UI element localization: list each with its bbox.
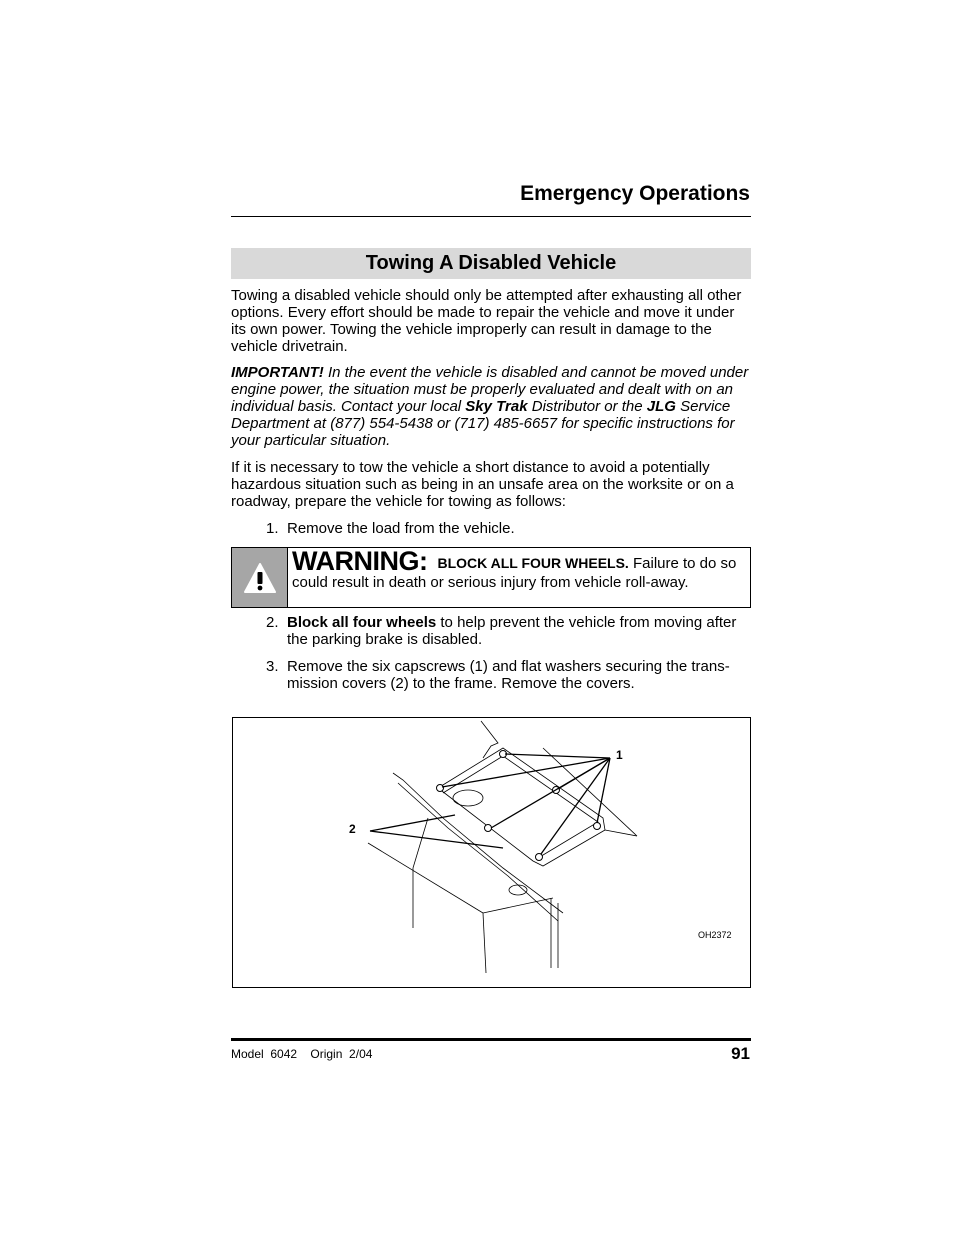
step-number: 1. (266, 520, 279, 537)
brand-sky-trak: Sky Trak (465, 398, 528, 415)
step-text: Remove the load from the vehicle. (287, 520, 515, 537)
step-text (287, 614, 751, 648)
warning-caps: BLOCK ALL FOUR WHEELS. (437, 555, 629, 571)
intro-paragraph: Towing a disabled vehicle should only be attempted after exhausting all other options. Every effort should be made to repair the vehicle and move it under its own power. Towing the vehicle improperly can result in damage to the vehicle drivetrain. (231, 287, 742, 355)
section-title: Towing A Disabled Vehicle (365, 252, 617, 274)
section-title-bar (231, 248, 751, 279)
warning-body: Failure to do so could result in death or serious injury from vehicle roll-away. (292, 555, 737, 591)
step-text: Remove the six capscrews (1) and flat washers securing the trans-mission covers (2) to the frame. Remove the covers. (287, 658, 730, 692)
warning-icon-cell (232, 548, 288, 607)
important-text-a: In the event the vehicle is disabled and cannot be moved under engine power, the situation must be properly evaluated and dealt with on an individual basis. Contact your local (231, 364, 749, 415)
prep-paragraph: If it is necessary to tow the vehicle a short distance to avoid a potentially hazardous situation such as being in an unsafe area on the worksite or on a roadway, prepare the vehicle for towing as follows: (231, 459, 734, 510)
footer-model-info: Model 6042 Origin 2/04 (231, 1047, 373, 1061)
page-number: 91 (731, 1044, 750, 1063)
important-text-c: Service Department at (877) 554-5438 or (717) 485-6657 for specific instructions for your particular situation. (231, 398, 735, 449)
page-header-title: Emergency Operations (520, 182, 750, 205)
step-bold: Block all four wheels (287, 614, 437, 631)
step-rest: to help prevent the vehicle from moving after the parking brake is disabled. (287, 614, 737, 648)
warning-text (292, 546, 747, 592)
warning-word: WARNING: (292, 546, 428, 576)
important-text-b: Distributor or the (527, 398, 647, 415)
transmission-cover-figure (232, 717, 751, 988)
step-number: 3. (266, 658, 279, 675)
step-number: 2. (266, 614, 279, 631)
warning-triangle-icon (243, 562, 277, 594)
callout-2: 2 (349, 822, 356, 836)
brand-jlg: JLG (646, 398, 676, 415)
important-label: IMPORTANT! (231, 364, 324, 381)
footer-divider (231, 1038, 751, 1041)
important-note (231, 364, 751, 449)
callout-1: 1 (616, 748, 623, 762)
warning-box (231, 547, 751, 608)
transmission-cover-illustration (233, 718, 750, 987)
header-divider (231, 216, 751, 217)
figure-code: OH2372 (698, 930, 732, 940)
